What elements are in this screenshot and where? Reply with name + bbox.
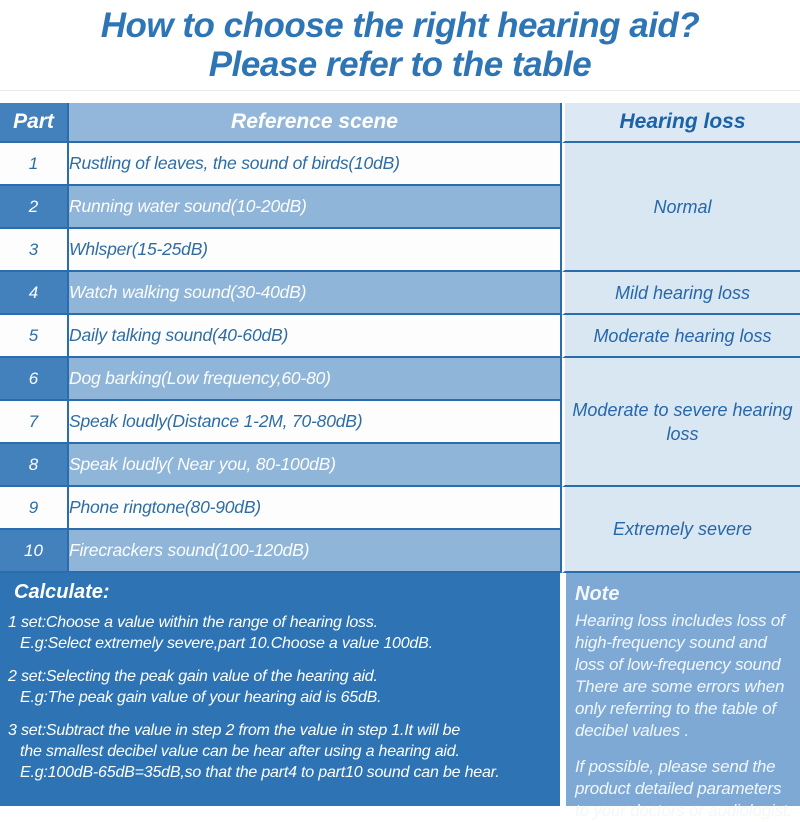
scene-cell: Running water sound(10-20dB) (69, 186, 562, 229)
note-heading: Note (575, 583, 620, 605)
part-cell: 1 (0, 143, 69, 186)
bottom-panels (0, 573, 800, 820)
title-line-1: How to choose the right hearing aid? (100, 6, 700, 45)
divider (0, 90, 800, 91)
scene-cell: Watch walking sound(30-40dB) (69, 272, 562, 315)
column-header-reference-scene: Reference scene (69, 103, 562, 143)
part-cell: 6 (0, 358, 69, 401)
scene-cell: Speak loudly(Distance 1-2M, 70-80dB) (69, 401, 562, 444)
title-line-2: Please refer to the table (208, 45, 592, 84)
calculate-step-line: 2 set:Selecting the peak gain value of the hearing aid. (8, 668, 378, 685)
part-cell: 10 (0, 530, 69, 573)
part-cell: 8 (0, 444, 69, 487)
loss-cell-mild: Mild hearing loss (562, 272, 800, 315)
calculate-step-3 (8, 720, 556, 783)
scene-cell: Firecrackers sound(100-120dB) (69, 530, 562, 573)
calculate-step-line: E.g:100dB-65dB=35dB,so that the part4 to part10 sound can be hear. (20, 764, 500, 781)
note-panel (566, 573, 800, 820)
scene-cell: Speak loudly( Near you, 80-100dB) (69, 444, 562, 487)
table-row (0, 358, 800, 401)
column-header-hearing-loss: Hearing loss (562, 103, 800, 143)
page-title (0, 0, 800, 90)
part-cell: 3 (0, 229, 69, 272)
note-paragraph: If possible, please send the product detailed parameters to your doctors or audiologist. (575, 757, 792, 820)
calculate-step-line: the smallest decibel value can be hear after using a hearing aid. (20, 743, 460, 760)
calculate-step-2 (8, 666, 556, 708)
calculate-panel (0, 573, 560, 806)
calculate-step-line: E.g:Select extremely severe,part 10.Choose a value 100dB. (20, 635, 433, 652)
loss-cell-moderate: Moderate hearing loss (562, 315, 800, 358)
calculate-step-line: E.g:The peak gain value of your hearing aid is 65dB. (20, 689, 382, 706)
table-row (0, 143, 800, 186)
column-header-part: Part (0, 103, 69, 143)
part-cell: 2 (0, 186, 69, 229)
hearing-aid-table (0, 103, 800, 573)
table-row (0, 487, 800, 530)
part-cell: 5 (0, 315, 69, 358)
scene-cell: Dog barking(Low frequency,60-80) (69, 358, 562, 401)
scene-cell: Daily talking sound(40-60dB) (69, 315, 562, 358)
calculate-step-line: 3 set:Subtract the value in step 2 from the value in step 1.It will be (8, 722, 461, 739)
scene-cell: Whlsper(15-25dB) (69, 229, 562, 272)
loss-cell-moderate-severe: Moderate to severe hearing loss (562, 358, 800, 487)
calculate-step-line: 1 set:Choose a value within the range of hearing loss. (8, 614, 378, 631)
part-cell: 4 (0, 272, 69, 315)
table-row (0, 272, 800, 315)
note-paragraph: Hearing loss includes loss of high-frequency sound and loss of low-frequency sound There are some errors when only referring to the table of decibel values . (575, 611, 785, 740)
loss-cell-extremely-severe: Extremely severe (562, 487, 800, 573)
header-row (0, 103, 800, 143)
scene-cell: Rustling of leaves, the sound of birds(10dB) (69, 143, 562, 186)
scene-cell: Phone ringtone(80-90dB) (69, 487, 562, 530)
calculate-heading: Calculate: (14, 581, 110, 603)
part-cell: 9 (0, 487, 69, 530)
part-cell: 7 (0, 401, 69, 444)
table-row (0, 315, 800, 358)
calculate-step-1 (8, 612, 556, 654)
loss-cell-normal: Normal (562, 143, 800, 272)
